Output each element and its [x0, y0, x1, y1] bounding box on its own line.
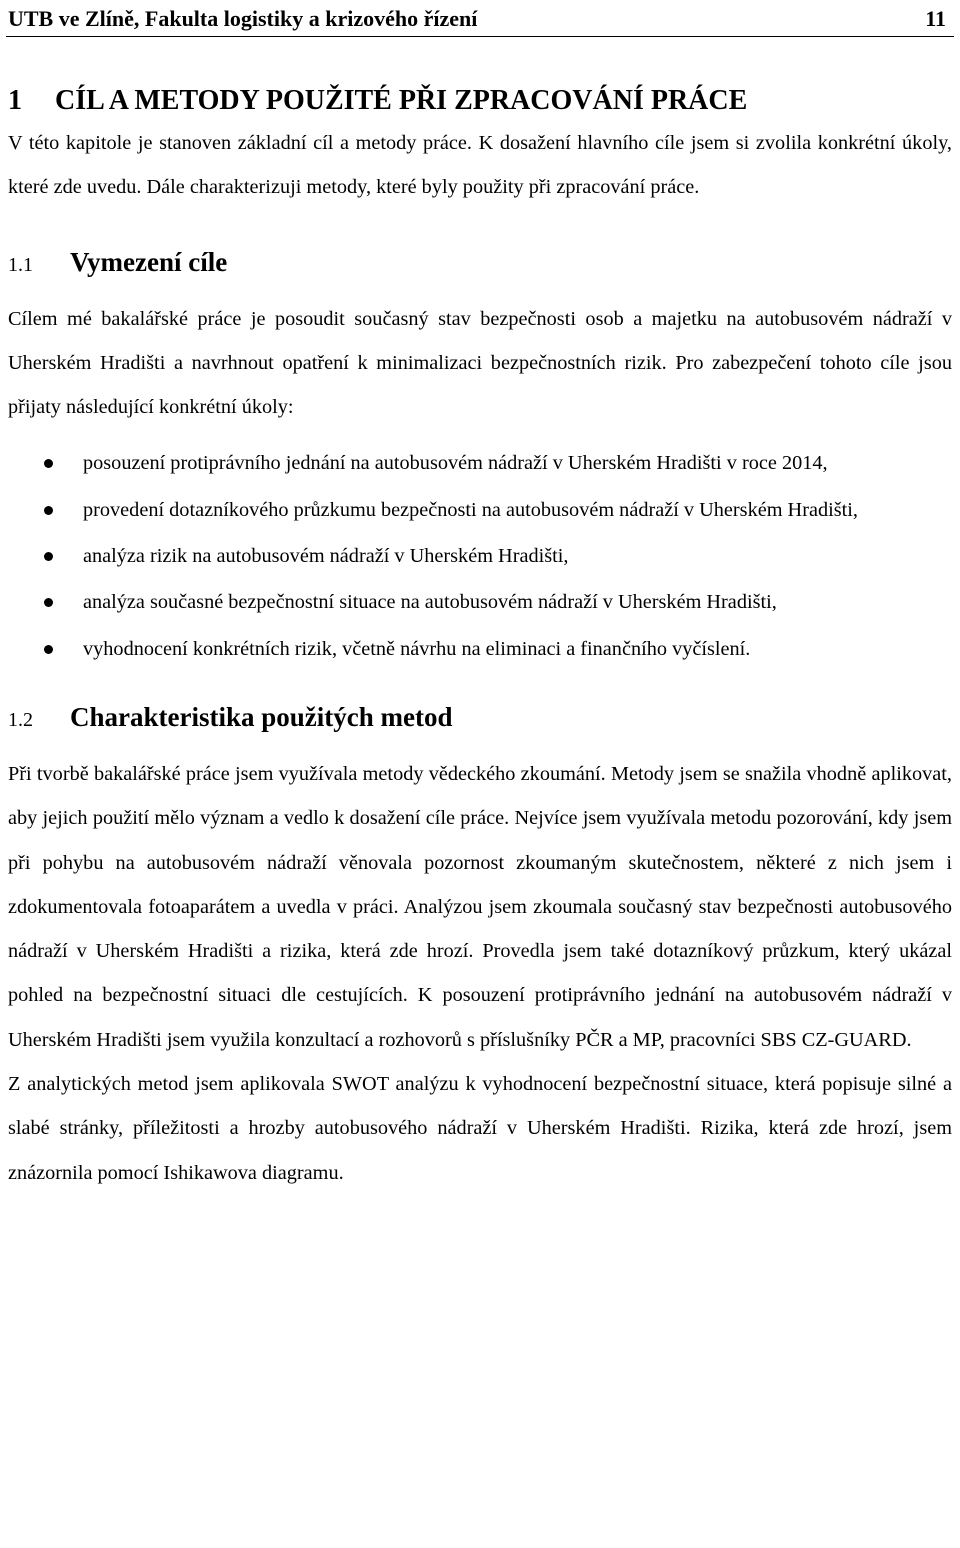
list-item-text: posouzení protiprávního jednání na autobusovém nádraží v Uherském Hradišti v roce 2014, [83, 452, 828, 475]
chapter-intro-paragraph: V této kapitole je stanoven základní cíl a metody práce. K dosažení hlavního cíle jsem si zvolila konkrétní úkoly, které zde uvedu. Dále charakterizuji metody, které byly použity při zpracování práce. [8, 132, 952, 199]
section-number: 1.1 [8, 253, 33, 276]
goal-paragraph: Cílem mé bakalářské práce je posoudit současný stav bezpečnosti osob a majetku na autobusovém nádraží v Uherském Hradišti a navrhnout opatření k minimalizaci bezpečnostních rizik. Pro zabezpečení tohoto cíle jsou přijaty následující konkrétní úkoly: [8, 307, 952, 419]
header-title: UTB ve Zlíně, Fakulta logistiky a krizového řízení [8, 6, 478, 31]
bullet-icon [44, 506, 53, 515]
running-header [6, 0, 954, 37]
section-number: 1.2 [8, 708, 33, 731]
section-heading-1-2 [8, 695, 952, 742]
bullet-icon [44, 552, 53, 561]
page-number: 11 [925, 6, 946, 31]
list-item [8, 580, 952, 624]
chapter-title: CÍL A METODY POUŽITÉ PŘI ZPRACOVÁNÍ PRÁCE [55, 85, 748, 116]
chapter-number: 1 [8, 85, 22, 116]
bullet-icon [44, 598, 53, 607]
section-heading-1-1 [8, 240, 952, 287]
bullet-icon [44, 459, 53, 468]
list-item-text: provedení dotazníkového průzkumu bezpečnosti na autobusovém nádraží v Uherském Hradišti, [83, 498, 858, 521]
methods-paragraph-1: Při tvorbě bakalářské práce jsem využívala metody vědeckého zkoumání. Metody jsem se snažila vhodně aplikovat, aby jejich použití mělo význam a vedlo k dosažení cíle práce. Nejvíce jsem využívala metodu pozorování, kdy jsem při pohybu na autobusovém nádraží věnovala pozornost zkoumaným skutečnostem, některé z nich jsem i zdokumentovala fotoaparátem a uvedla v práci. Analýzou jsem zkoumala současný stav bezpečnosti autobusového nádraží v Uherském Hradišti a rizika, která zde hrozí. Provedla jsem také dotazníkový průzkum, který ukázal pohled na bezpečnostní situaci dle cestujících. K posouzení protiprávního jednání na autobusovém nádraží v Uherském Hradišti jsem využila konzultací a rozhovorů s příslušníky PČR a MP, pracovníci SBS CZ-GUARD. [8, 762, 952, 1051]
list-item-text: vyhodnocení konkrétních rizik, včetně návrhu na eliminaci a finančního vyčíslení. [83, 637, 751, 660]
chapter-heading [8, 81, 952, 121]
list-item [8, 534, 952, 578]
list-item-text: analýza současné bezpečnostní situace na autobusovém nádraží v Uherském Hradišti, [83, 591, 777, 614]
list-item [8, 627, 952, 671]
methods-paragraph-2: Z analytických metod jsem aplikovala SWOT analýzu k vyhodnocení bezpečnostní situace, která popisuje silné a slabé stránky, příležitosti a hrozby autobusového nádraží v Uherském Hradišti. Rizika, která zde hrozí, jsem znázornila pomocí Ishikawova diagramu. [8, 1073, 952, 1184]
list-item [8, 488, 952, 532]
list-item-text: analýza rizik na autobusovém nádraží v Uherském Hradišti, [83, 545, 569, 568]
task-list [8, 441, 952, 670]
section-title: Vymezení cíle [70, 246, 228, 277]
bullet-icon [44, 645, 53, 654]
list-item [8, 441, 952, 485]
section-title: Charakteristika použitých metod [70, 701, 453, 732]
